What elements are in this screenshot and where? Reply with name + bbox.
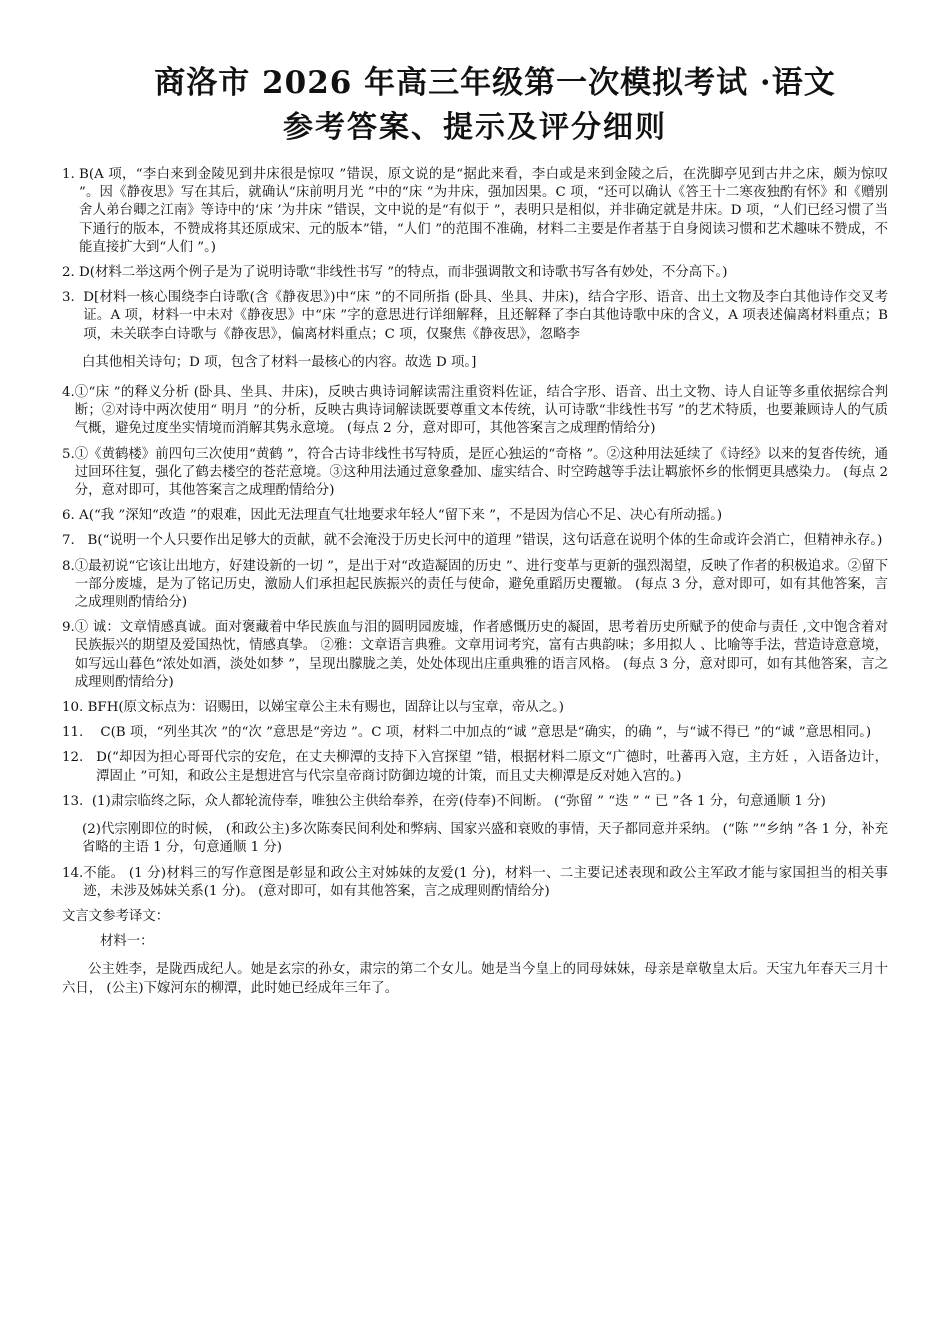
answer-item-7: [62, 532, 888, 550]
answer-item-1: [62, 166, 888, 257]
item-text: ①最初说“它该让出地方，好建设新的一切 ”，是出于对“改造凝固的历史 ”、进行变革与更新的强烈渴望，反映了作者的积极追求。②留下一部分废墟，是为了铭记历史，激励人们承担起民族振兴的责任与使命，避免重蹈历史覆辙。 (每点 3 分，意对即可，如有其他答案，言之成理则酌情给分): [74, 558, 888, 611]
answer-item-4: [62, 384, 888, 439]
page-title: 商洛市 2026 年高三年级第一次模拟考试 ·语文: [154, 65, 836, 101]
item-text: D(“却因为担心哥哥代宗的安危，在丈夫柳潭的支持下入宫探望 ”错，根据材料二原文“广德时，吐蕃再入寇，主方妊 ，入语备边计，潭固止 ”可知，和政公主是想进宫与代宗皇帝商讨防御边境的计策，而且丈夫柳潭是反对她入宫的。): [96, 750, 888, 784]
item-text: C(B 项，“列坐其次 ”的“次 ”意思是“旁边 ”。C 项，材料二中加点的“诚 ”意思是“确实，的确 ”，与“诚不得已 ”的“诚 ”意思相同。): [100, 725, 872, 741]
item-number: 13.: [62, 793, 92, 809]
answer-item-14: [62, 865, 888, 901]
item-number: 9.: [62, 620, 75, 636]
answer-item-13-part-1: [62, 793, 888, 811]
answer-item-11: [62, 724, 888, 742]
item-number: 2.: [62, 265, 80, 281]
answer-item-9: [62, 619, 888, 692]
item-number: 3.: [62, 290, 84, 306]
item-text: 不能。 (1 分)材料三的写作意图是彰显和政公主对姊妹的友爱(1 分)，材料一、二主要记述表现和政公主军政才能与家国担当的相关事迹，未涉及姊妹关系(1 分)。 (意对即可，如有其他答案，言之成理则酌情给分): [83, 865, 888, 899]
item-text: B(A 项，“李白来到金陵见到井床很是惊叹 ”错误，原文说的是“据此来看，李白或是来到金陵之后，在洗脚亭见到古井之床，颇为惊叹 ”。因《静夜思》写在其后，就确认“床前明月光 ”中的“床 ”为井床，强加因果。C 项，“还可以确认《答王十二寒夜独酌有怀》和《赠别舍人弟台卿之江南》等诗中的‘床 ’为井床 ”错误，文中说的是“有似于 ”，表明只是相似，并非确定就是井床。D 项，“人们已经习惯了当下通行的版本，不赞成将其还原成宋、元的版本”错，“人们 ”的范围不准确，材料二主要是作者基于自身阅读习惯和艺术趣味不赞成，不能直接扩大到“人们 ”。): [79, 167, 888, 255]
item-number: 5.: [62, 446, 75, 462]
translation-body: 公主姓李，是陇西成纪人。她是玄宗的孙女，肃宗的第二个女儿。她是当今皇上的同母妹妹，母亲是章敬皇太后。天宝九年春天三月十六日， (公主)下嫁河东的柳潭，此时她已经成年三年了。: [62, 962, 888, 996]
item-text: D(材料二举这两个例子是为了说明诗歌“非线性书写 ”的特点，而非强调散文和诗歌书写各有妙处，不分高下。): [79, 265, 728, 281]
item-text: B(“说明一个人只要作出足够大的贡献，就不会淹没于历史长河中的道理 ”错误，这句话意在说明个体的生命或许会消亡，但精神永存。): [87, 533, 883, 549]
item-number: 11.: [62, 725, 101, 741]
item-number: 12.: [62, 750, 97, 766]
item-text: ①“床 ”的释义分析 (卧具、坐具、井床)，反映古典诗词解读需注重资料佐证，结合字形、语音、出土文物、诗人自证等多重依据综合判断；②对诗中两次使用“ 明月 ”的分析，反映古典诗词解读既要尊重文本传统，认可诗歌“非线性书写 ”的艺术特质，也要兼顾诗人的气质气概，避免过度坐实情境而消解其隽永意境。 (每点 2 分，意对即可，其他答案言之成理酌情给分): [74, 385, 888, 437]
translation-subheading: 材料一：: [100, 934, 154, 950]
item-number: 8.: [62, 558, 75, 574]
answer-item-5: [62, 446, 888, 501]
item-number: 14.: [62, 865, 84, 881]
item-text: ① 诚：文章情感真诚。面对褒藏着中华民族血与泪的圆明园废墟，作者感慨历史的凝固，思考着历史所赋予的使命与责任 ,文中饱含着对民族振兴的期望及爱国热忱，情感真挚。 ②雅：文章语言典雅。文章用词考究，富有古典韵味；多用拟人 、比喻等手法，营造诗意意境，如写远山暮色“浓处如酒，淡处如梦 ”，呈现出朦胧之美，处处体现出庄重典雅的语言风格。 (每点 3 分，意对即可，如有其他答案，言之成理则酌情给分): [74, 620, 888, 690]
item-number: 1.: [62, 167, 80, 182]
answer-item-10: [62, 699, 888, 717]
answer-item-8: [62, 558, 888, 613]
item-text: A(“我 ”深知“改造 ”的艰难，因此无法理直气壮地要求年轻人“留下来 ”，不是因为信心不足、决心有所动摇。): [79, 508, 723, 524]
item-text: D[材料一核心围绕李白诗歌(含《静夜思》)中“床 ”的不同所指 (卧具、坐具、井床)，结合字形、语音、出土文物及李白其他诗作交叉考证。A 项，材料一中未对《静夜思》中“床 ”字的意思进行详细解释，且还解释了李白其他诗歌中床的含义，A 项表述偏离材料重点；B 项，未关联李白诗歌与《静夜思》，偏离材料重点；C 项，仅聚焦《静夜思》，忽略李: [83, 290, 888, 342]
answer-item-12: [62, 749, 888, 785]
answer-item-3: [62, 289, 888, 344]
answer-item-2: [62, 264, 888, 282]
item-text: BFH(原文标点为：诏赐田，以娣宝章公主未有赐也，固辞让以与宝章，帝从之。): [87, 700, 565, 716]
answer-item-6: [62, 507, 888, 525]
item-number: 6.: [62, 508, 80, 524]
item-number: 10.: [62, 700, 88, 716]
item-number: 7.: [62, 533, 88, 549]
answer-item-3-continued: 白其他相关诗句；D 项，包含了材料一最核心的内容。故选 D 项。]: [82, 354, 477, 370]
translation-heading: 文言文参考译文：: [62, 908, 170, 924]
page-subtitle: 参考答案、提示及评分细则: [283, 110, 667, 145]
answer-item-13-part-2: (2)代宗刚即位的时候， (和政公主)多次陈奏民间利处和弊病、国家兴盛和衰败的事情，天子都同意并采纳。 (“陈 ”“乡纳 ”各 1 分，补充省略的主语 1 分，句意通顺 1 分): [82, 822, 888, 856]
item-text: ①《黄鹤楼》前四句三次使用“黄鹤 ”，符合古诗非线性书写特质，是匠心独运的“奇格 ”。②这种用法延续了《诗经》以来的复沓传统，通过回环往复，强化了鹤去楼空的苍茫意境。③这种用法通过意象叠加、虚实结合、时空跨越等手法让羁旅怀乡的怅惘更具感染力。 (每点 2 分，意对即可，其他答案言之成理酌情给分): [74, 446, 888, 499]
item-number: 4.: [62, 385, 75, 401]
item-text: (1)肃宗临终之际，众人都轮流侍奉，唯独公主供给奉养，在旁(侍奉)不间断。 (“弥留 ” “迭 ” “ 已 ”各 1 分，句意通顺 1 分): [91, 793, 826, 809]
